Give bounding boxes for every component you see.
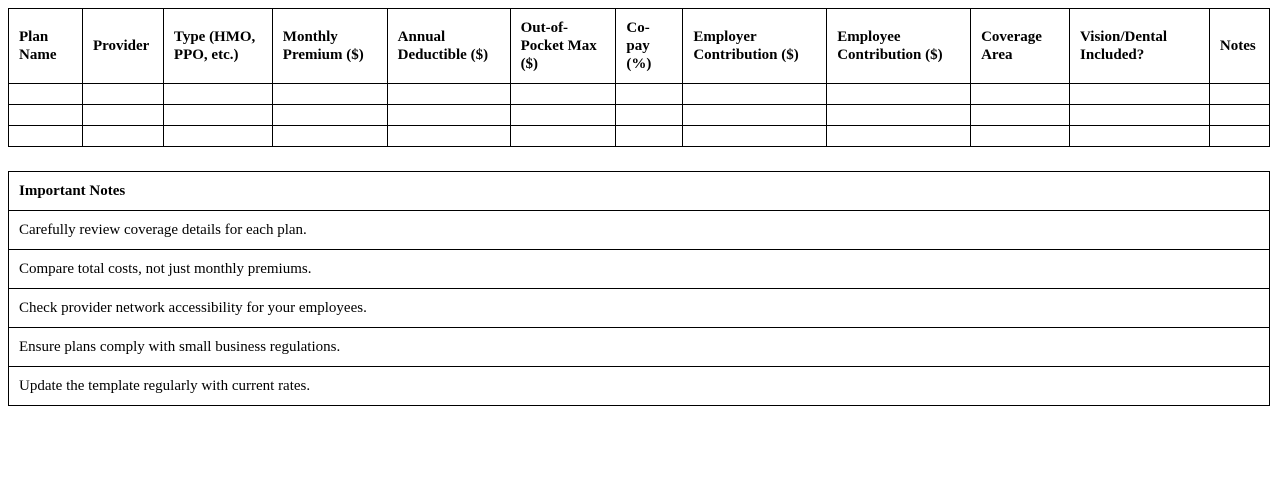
- table-cell[interactable]: [1209, 84, 1269, 105]
- table-cell[interactable]: [683, 84, 827, 105]
- table-cell[interactable]: [163, 105, 272, 126]
- header-plan-name: Plan Name: [9, 9, 83, 84]
- table-cell[interactable]: [971, 84, 1070, 105]
- header-out-of-pocket-max: Out-of-Pocket Max ($): [510, 9, 616, 84]
- table-cell[interactable]: [616, 126, 683, 147]
- table-cell[interactable]: [683, 126, 827, 147]
- table-cell[interactable]: [1070, 84, 1210, 105]
- table-cell[interactable]: [387, 105, 510, 126]
- table-cell[interactable]: [827, 105, 971, 126]
- health-plans-table: [8, 8, 1270, 147]
- header-co-pay: Co-pay (%): [616, 9, 683, 84]
- table-cell[interactable]: [163, 126, 272, 147]
- table-cell[interactable]: [510, 126, 616, 147]
- note-text: Carefully review coverage details for each plan.: [9, 211, 1270, 250]
- table-cell[interactable]: [272, 84, 387, 105]
- table-cell[interactable]: [387, 84, 510, 105]
- note-text: Update the template regularly with current rates.: [9, 367, 1270, 406]
- table-cell[interactable]: [82, 126, 163, 147]
- table-cell[interactable]: [272, 105, 387, 126]
- table-cell[interactable]: [1209, 126, 1269, 147]
- table-cell[interactable]: [827, 126, 971, 147]
- table-header-row: [9, 9, 1270, 84]
- list-item: [9, 367, 1270, 406]
- table-cell[interactable]: [163, 84, 272, 105]
- notes-header-row: [9, 172, 1270, 211]
- table-cell[interactable]: [1070, 105, 1210, 126]
- list-item: [9, 250, 1270, 289]
- header-monthly-premium: Monthly Premium ($): [272, 9, 387, 84]
- table-row: [9, 126, 1270, 147]
- table-cell[interactable]: [9, 105, 83, 126]
- note-text: Check provider network accessibility for your employees.: [9, 289, 1270, 328]
- table-cell[interactable]: [510, 84, 616, 105]
- table-cell[interactable]: [510, 105, 616, 126]
- table-cell[interactable]: [1070, 126, 1210, 147]
- table-cell[interactable]: [1209, 105, 1269, 126]
- table-row: [9, 84, 1270, 105]
- table-cell[interactable]: [82, 105, 163, 126]
- header-employee-contribution: Employee Contribution ($): [827, 9, 971, 84]
- table-cell[interactable]: [827, 84, 971, 105]
- table-cell[interactable]: [272, 126, 387, 147]
- notes-heading: Important Notes: [9, 172, 1270, 211]
- table-cell[interactable]: [616, 84, 683, 105]
- header-vision-dental: Vision/Dental Included?: [1070, 9, 1210, 84]
- table-cell[interactable]: [9, 84, 83, 105]
- table-cell[interactable]: [82, 84, 163, 105]
- header-notes: Notes: [1209, 9, 1269, 84]
- list-item: [9, 328, 1270, 367]
- table-cell[interactable]: [971, 126, 1070, 147]
- list-item: [9, 211, 1270, 250]
- header-employer-contribution: Employer Contribution ($): [683, 9, 827, 84]
- table-cell[interactable]: [9, 126, 83, 147]
- list-item: [9, 289, 1270, 328]
- header-coverage-area: Coverage Area: [971, 9, 1070, 84]
- header-type: Type (HMO, PPO, etc.): [163, 9, 272, 84]
- table-cell[interactable]: [683, 105, 827, 126]
- note-text: Ensure plans comply with small business regulations.: [9, 328, 1270, 367]
- table-cell[interactable]: [971, 105, 1070, 126]
- important-notes-table: [8, 171, 1270, 406]
- table-cell[interactable]: [387, 126, 510, 147]
- note-text: Compare total costs, not just monthly premiums.: [9, 250, 1270, 289]
- header-annual-deductible: Annual Deductible ($): [387, 9, 510, 84]
- table-cell[interactable]: [616, 105, 683, 126]
- header-provider: Provider: [82, 9, 163, 84]
- table-row: [9, 105, 1270, 126]
